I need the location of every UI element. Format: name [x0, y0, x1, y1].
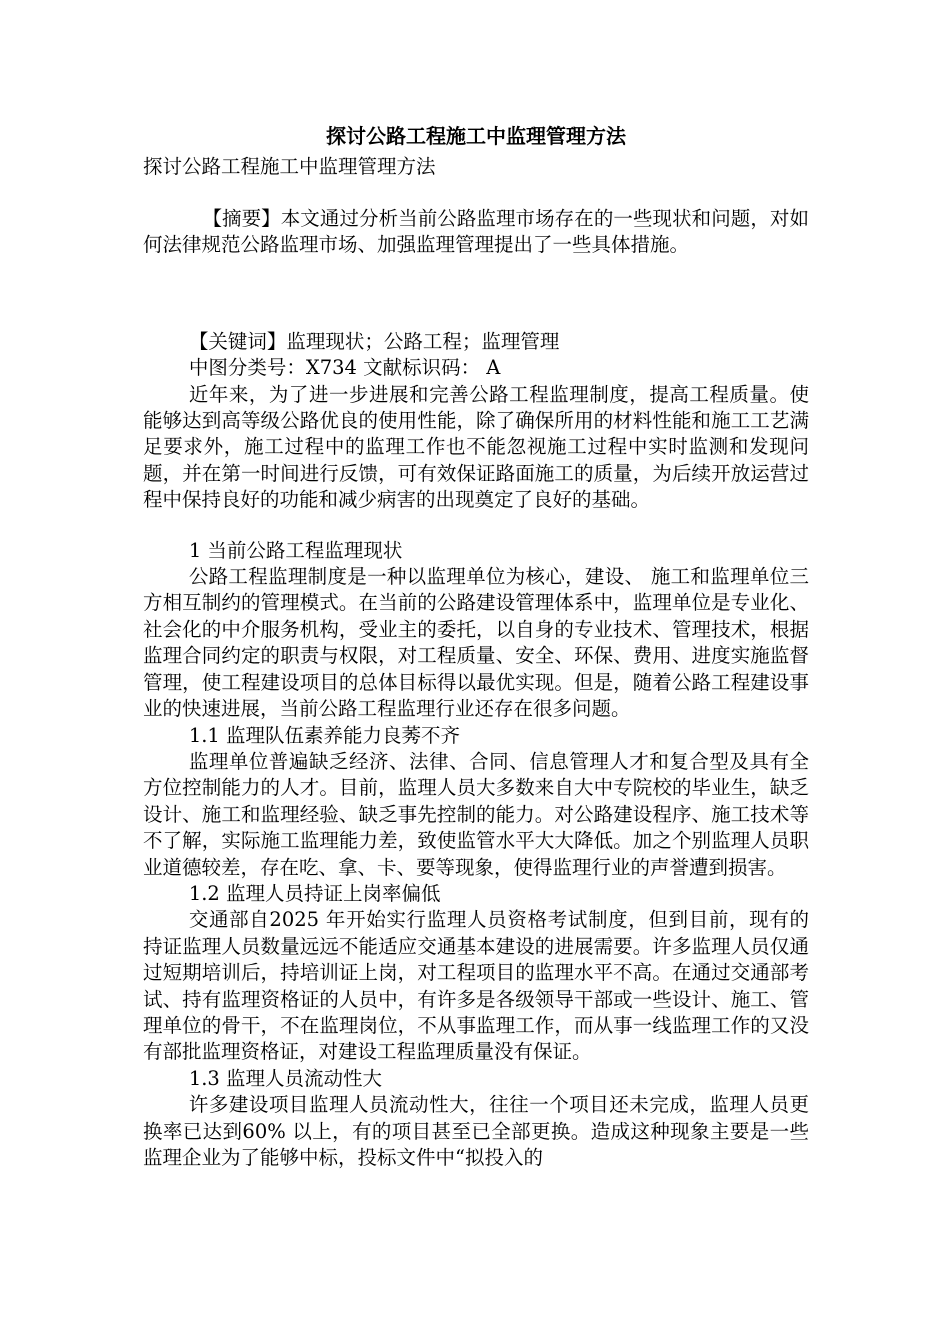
section-1-3-paragraph: 许多建设项目监理人员流动性大，往往一个项目还未完成，监理人员更换率已达到60% 以上，有的项目甚至已全部更换。造成这种现象主要是一些监理企业为了能够中标，投标文件中“拟投入的: [143, 1093, 809, 1169]
intro-paragraph: 近年来，为了进一步进展和完善公路工程监理制度，提高工程质量。使能够达到高等级公路优良的使用性能，除了确保所用的材料性能和施工工艺满足要求外，施工过程中的监理工作也不能忽视施工过程中实时监测和发现问题，并在第一时间进行反馈，可有效保证路面施工的质量，为后续开放运营过程中保持良好的功能和减少病害的出现奠定了良好的基础。: [143, 382, 809, 512]
section-1-2-paragraph: 交通部自2025 年开始实行监理人员资格考试制度，但到目前，现有的持证监理人员数量远远不能适应交通基本建设的进展需要。许多监理人员仅通过短期培训后，持培训证上岗，对工程项目的监理水平不高。在通过交通部考试、持有监理资格证的人员中，有许多是各级领导干部或一些设计、施工、管理单位的骨干，不在监理岗位，不从事监理工作，而从事一线监理工作的又没有部批监理资格证，对建设工程监理质量没有保证。: [143, 908, 809, 1064]
keywords-line: 【关键词】监理现状；公路工程；监理管理: [188, 329, 560, 353]
document-page: [143, 118, 809, 1171]
section-1-1-heading: 1.1 监理队伍素养能力良莠不齐: [188, 723, 461, 747]
section-1-heading: 1 当前公路工程监理现状: [188, 538, 403, 562]
section-1-2-heading: 1.2 监理人员持证上岗率偏低: [188, 881, 441, 905]
document-subtitle: 探讨公路工程施工中监理管理方法: [143, 155, 436, 178]
classification-line: 中图分类号：X734 文献标识码： A: [188, 356, 501, 380]
section-1-1-paragraph: 监理单位普遍缺乏经济、法律、合同、信息管理人才和复合型及具有全方位控制能力的人才。目前，监理人员大多数来自大中专院校的毕业生，缺乏设计、施工和监理经验、缺乏事先控制的能力。对公路建设程序、施工技术等不了解，实际施工监理能力差，致使监管水平大大降低。加之个别监理人员职业道德较差，存在吃、拿、卡、要等现象，使得监理行业的声誉遭到损害。: [143, 749, 809, 879]
document-title: 探讨公路工程施工中监理管理方法: [326, 124, 626, 148]
section-1-3-heading: 1.3 监理人员流动性大: [188, 1066, 383, 1090]
abstract-paragraph: 【摘要】本文通过分析当前公路监理市场存在的一些现状和问题，对如何法律规范公路监理市场、加强监理管理提出了一些具体措施。: [143, 207, 809, 257]
section-1-paragraph: 公路工程监理制度是一种以监理单位为核心，建设、 施工和监理单位三方相互制约的管理模式。在当前的公路建设管理体系中，监理单位是专业化、社会化的中介服务机构，受业主的委托，以自身的专业技术、管理技术，根据监理合同约定的职责与权限，对工程质量、安全、环保、费用、进度实施监督管理，使工程建设项目的总体目标得以最优实现。但是，随着公路工程建设事业的快速进展，当前公路工程监理行业还存在很多问题。: [143, 565, 809, 721]
